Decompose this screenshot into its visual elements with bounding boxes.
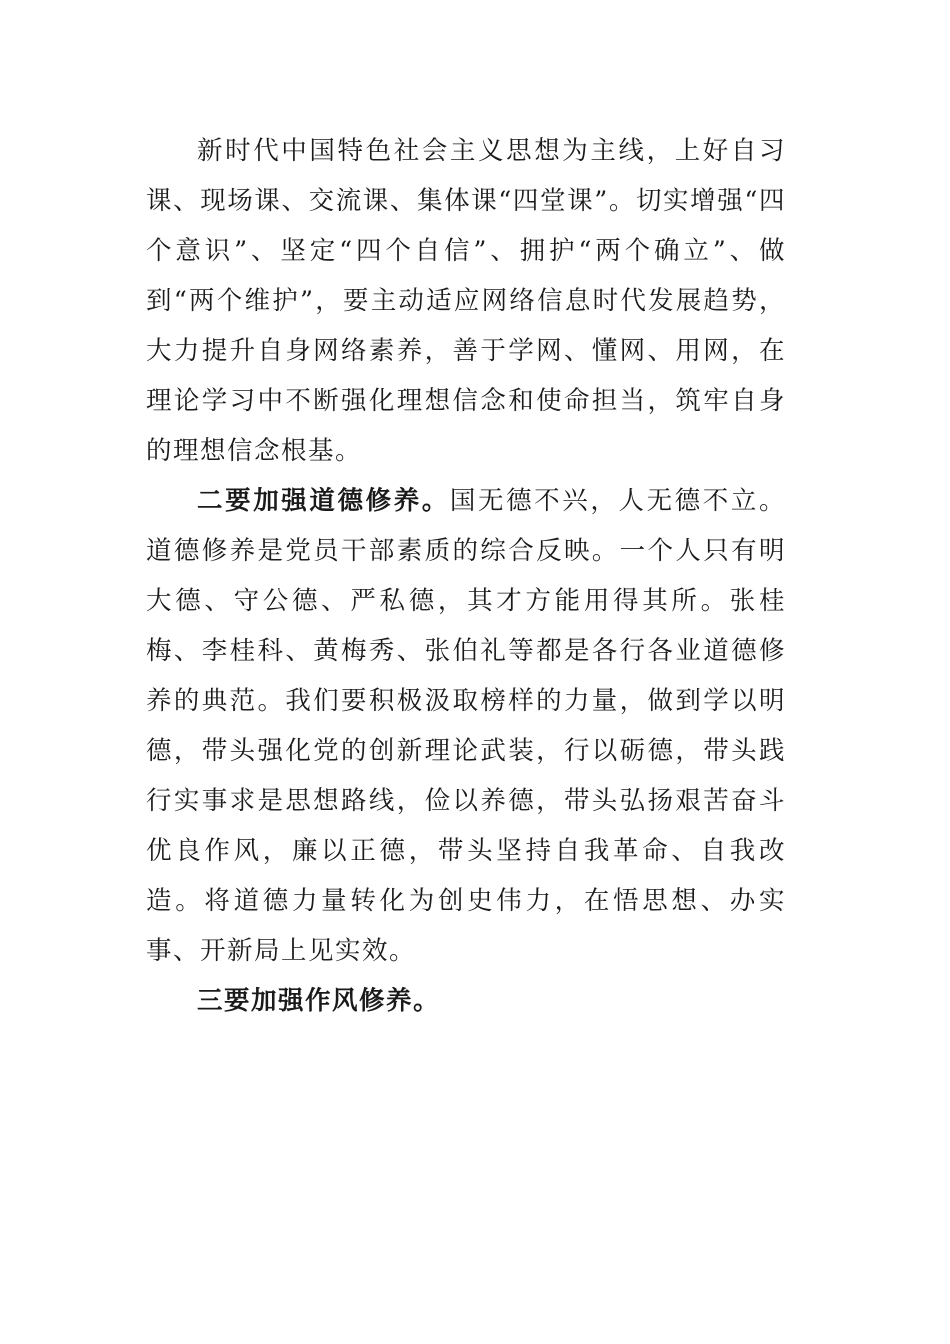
section-heading-2: 二要加强道德修养。 — [197, 486, 450, 516]
section-heading-3: 三要加强作风修养。 — [197, 986, 441, 1016]
document-body — [146, 126, 786, 1026]
paragraph-2 — [146, 476, 786, 976]
paragraph-1-text: 新时代中国特色社会主义思想为主线，上好自习课、现场课、交流课、集体课“四堂课”。切实增强“四个意识”、坚定“四个自信”、拥护“两个确立”、做到“两个维护”，要主动适应网络信息时代发展趋势，大力提升自身网络素养，善于学网、懂网、用网，在理论学习中不断强化理想信念和使命担当，筑牢自身的理想信念根基。 — [146, 136, 786, 466]
paragraph-3 — [146, 976, 786, 1026]
paragraph-1 — [146, 126, 786, 476]
paragraph-2-text: 国无德不兴，人无德不立。道德修养是党员干部素质的综合反映。一个人只有明大德、守公德、严私德，其才方能用得其所。张桂梅、李桂科、黄梅秀、张伯礼等都是各行各业道德修养的典范。我们要积极汲取榜样的力量，做到学以明德，带头强化党的创新理论武装，行以砺德，带头践行实事求是思想路线，俭以养德，带头弘扬艰苦奋斗优良作风，廉以正德，带头坚持自我革命、自我改造。将道德力量转化为创史伟力，在悟思想、办实事、开新局上见实效。 — [146, 486, 786, 966]
